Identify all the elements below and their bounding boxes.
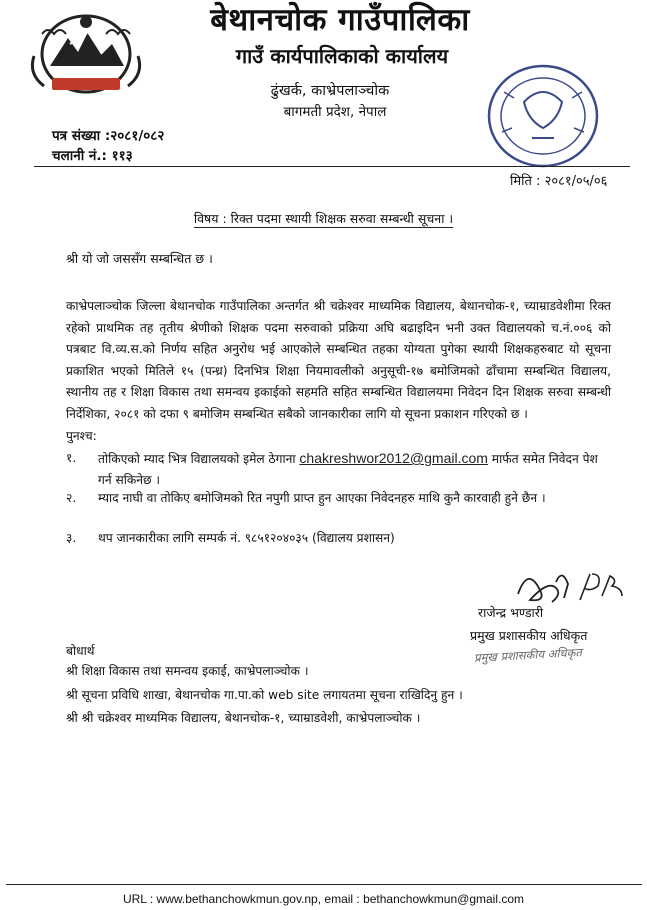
office-seal-stamp <box>484 62 602 170</box>
dispatch-number: चलानी नं.: ११३ <box>52 148 133 164</box>
letter-date: मिति : २०८१/०५/०६ <box>510 174 608 189</box>
subject-line <box>0 210 647 227</box>
postscript-label: पुनश्च: <box>66 429 97 443</box>
footer-divider <box>6 884 642 885</box>
office-name: बेथानचोक गाउँपालिका <box>210 2 470 38</box>
item-text <box>98 448 608 491</box>
subject-text: विषय : रिक्त पदमा स्थायी शिक्षक सरुवा सम्बन्धी सूचना । <box>193 211 454 226</box>
signatory-title: प्रमुख प्रशासकीय अधिकृत <box>470 628 588 643</box>
item-text-after: मार्फत समेत निवेदन पेश गर्न सकिनेछ । <box>98 452 598 487</box>
item-text: म्याद नाघी वा तोकिए बमोजिमको रित नपुगी प्राप्त हुन आएका निवेदनहरु माथि कुनै कारवाही हुने छैन । <box>98 491 546 505</box>
footer-contact: URL : www.bethanchowkmun.gov.np, email : bethanchowkmun@gmail.com <box>122 892 525 906</box>
item-number: ३. <box>66 531 77 545</box>
cc-label: बोधार्थ <box>66 644 95 658</box>
office-subtitle: गाउँ कार्यपालिकाको कार्यालय <box>235 44 449 68</box>
cc-line: श्री श्री चक्रेश्वर माध्यमिक विद्यालय, बेथानचोक-१, च्याम्राडवेशी, काभ्रेपलाञ्चोक । <box>66 711 421 725</box>
item-text: थप जानकारीका लागि सम्पर्क नं. ९८५१२०४०३५ (विद्यालय प्रशासन) <box>98 531 395 545</box>
item-number: २. <box>66 491 77 505</box>
cc-line: श्री सूचना प्रविधि शाखा, बेथानचोक गा.पा.को web site लगायतमा सूचना राखिदिनु हुन । <box>66 688 463 702</box>
reference-number: पत्र संख्या :२०८१/०८२ <box>52 128 165 144</box>
school-email-link[interactable]: chakreshwor2012@gmail.com <box>299 450 488 466</box>
nepal-emblem-logo <box>22 4 150 98</box>
office-address-line2: बागमती प्रदेश, नेपाल <box>283 104 387 120</box>
item-number: १. <box>66 451 77 465</box>
title-stamp: प्रमुख प्रशासकीय अधिकृत <box>473 645 583 665</box>
item-text-before: तोकिएको म्याद भित्र विद्यालयको इमेल ठेगाना <box>98 452 300 466</box>
office-address-line1: ढुंखर्क, काभ्रेपलाञ्चोक <box>270 83 390 99</box>
cc-line: श्री शिक्षा विकास तथा समन्वय इकाई, काभ्रेपलाञ्चोक । <box>66 664 309 678</box>
salutation: श्री यो जो जससँग सम्बन्धित छ । <box>66 251 213 266</box>
header-divider <box>34 166 630 167</box>
signatory-name: राजेन्द्र भण्डारी <box>478 605 544 620</box>
body-paragraph: काभ्रेपलाञ्चोक जिल्ला बेथानचोक गाउँपालिका अन्तर्गत श्री चक्रेश्वर माध्यमिक विद्यालय, बेथानचोक-१, च्याम्राडवेशीमा रिक्त रहेको प्राथमिक तह तृतीय श्रेणीको शिक्षक पदमा सरुवाको प्रक्रिया अघि बढाइदिन भनी उक्त विद्यालयको च.नं.००६ को पत्रबाट वि.व्य.स.को निर्णय सहित अनुरोध भई आएकोले सम्बन्धित तहका योग्यता पुगेका स्थायी शिक्षकहरुबाट यो सूचना प्रकाशित भएको मितिले १५ (पन्ध्र) दिनभित्र शिक्षा नियमावलीको अनुसूची-१७ बमोजिमको ढाँचामा सम्बन्धित विद्यालय, स्थानीय तह र शिक्षा विकास तथा समन्वय इकाईको सहमति सहित सम्बन्धित विद्यालयमा निवेदन दिन शिक्षक सरुवा सम्बन्धी निर्देशिका, २०८१ को दफा ९ बमोजिम सम्बन्धित सबैको जानकारीका लागि यो सूचना प्रकाशन गरिएको छ । <box>66 299 611 421</box>
